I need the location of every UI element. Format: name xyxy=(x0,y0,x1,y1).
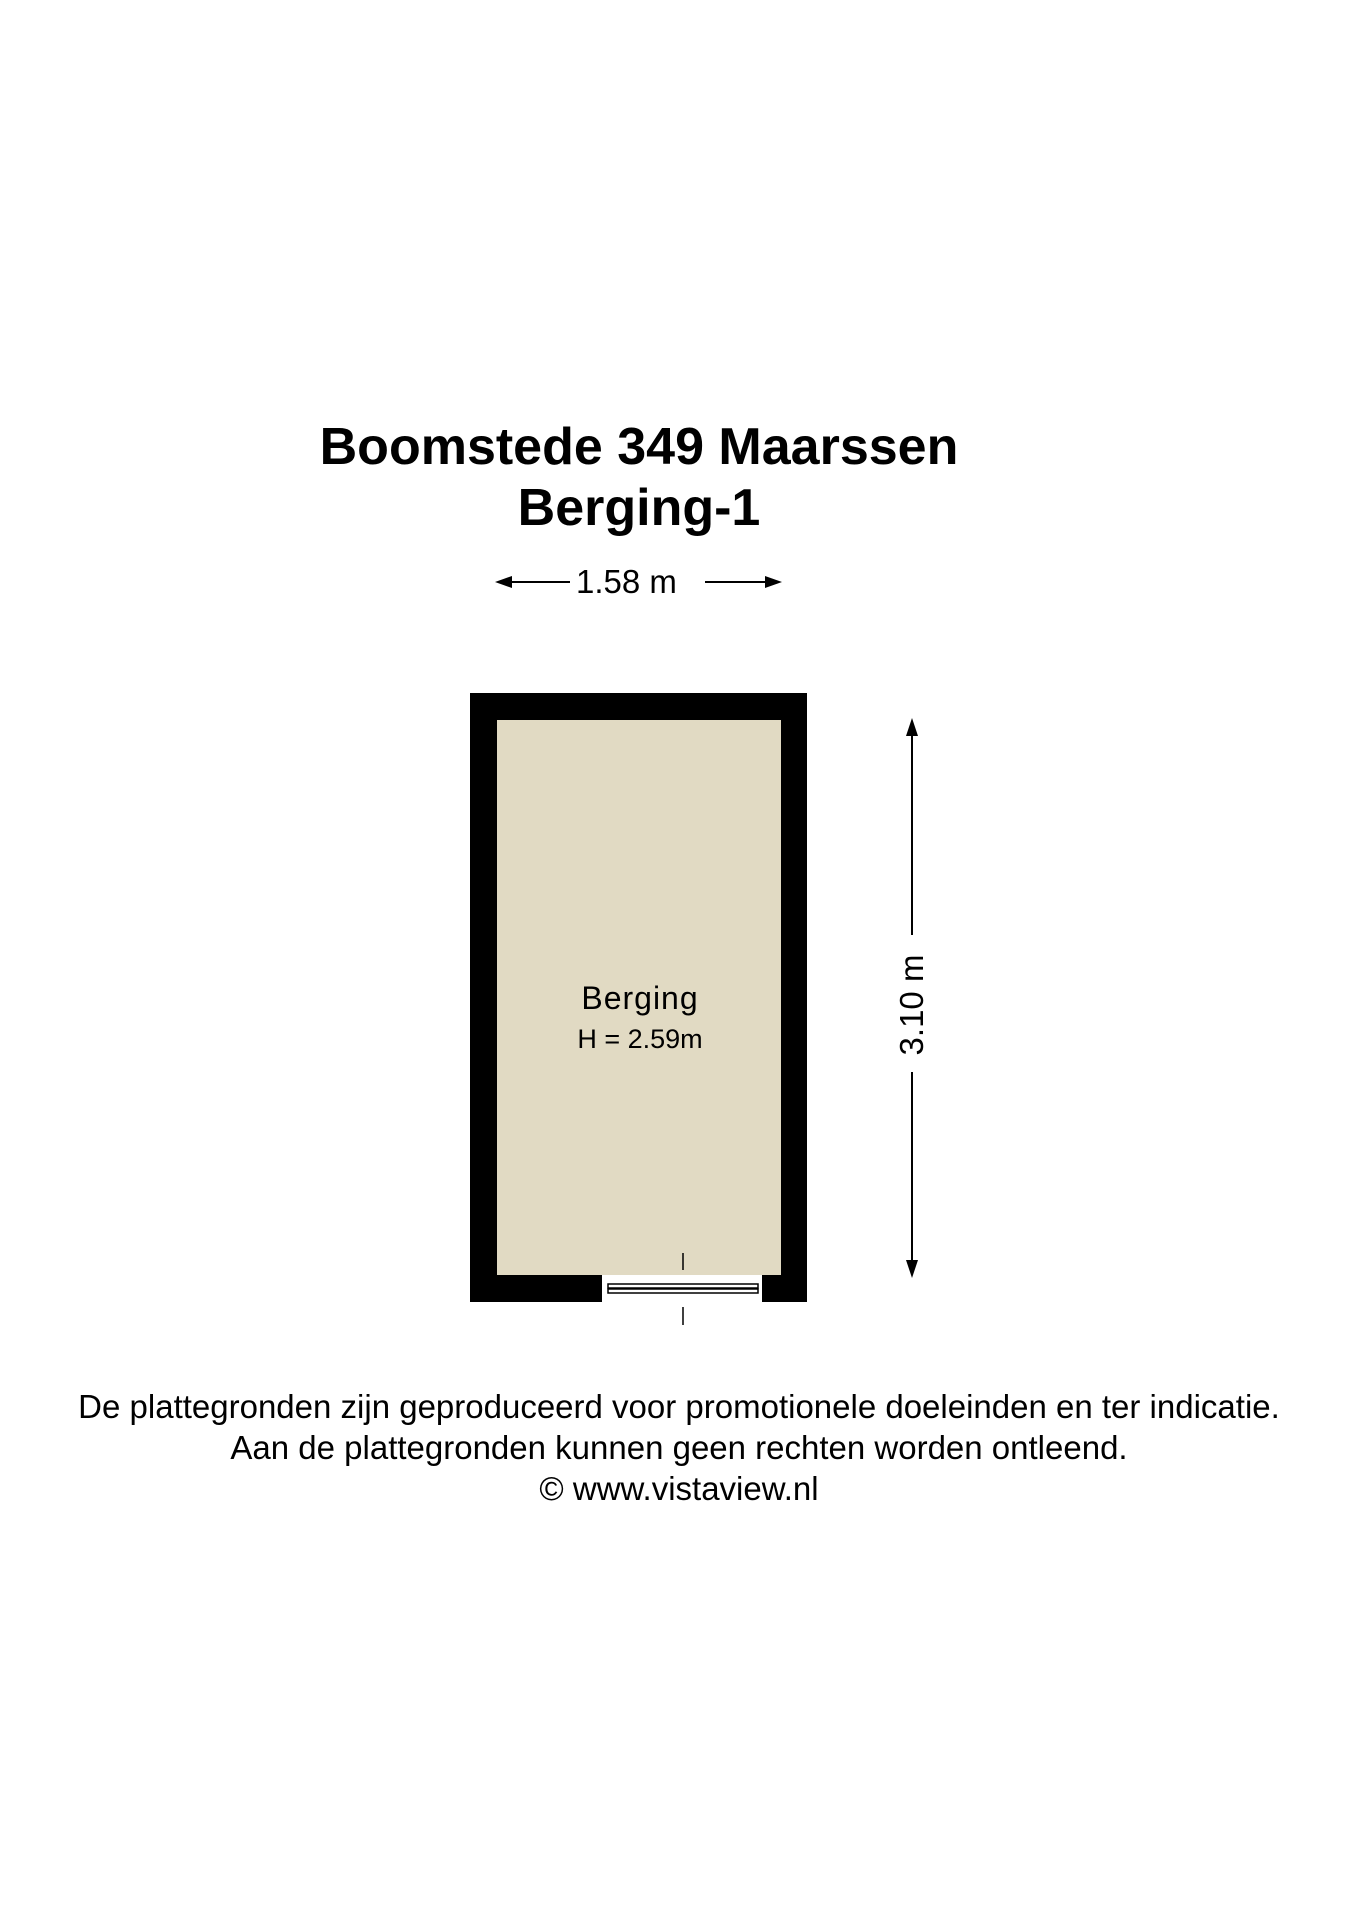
door-jamb-left xyxy=(597,1275,602,1302)
room-name-label: Berging xyxy=(581,980,699,1016)
copyright-text: © www.vistaview.nl xyxy=(539,1470,819,1507)
door-panel xyxy=(608,1289,758,1293)
disclaimer-text: Aan de plattegronden kunnen geen rechten worden ontleend. xyxy=(230,1429,1128,1466)
height-dimension-label: 3.10 m xyxy=(892,949,932,1062)
width-dimension-label: 1.58 m xyxy=(570,562,683,602)
room-height-label: H = 2.59m xyxy=(577,1024,703,1054)
plan-floor-title: Berging-1 xyxy=(517,479,761,537)
door-panel xyxy=(608,1284,758,1288)
disclaimer-text: De plattegronden zijn geproduceerd voor promotionele doeleinden en ter indicatie. xyxy=(78,1388,1280,1425)
door-jamb-right xyxy=(762,1275,767,1302)
plan-address-title: Boomstede 349 Maarssen xyxy=(319,418,959,476)
